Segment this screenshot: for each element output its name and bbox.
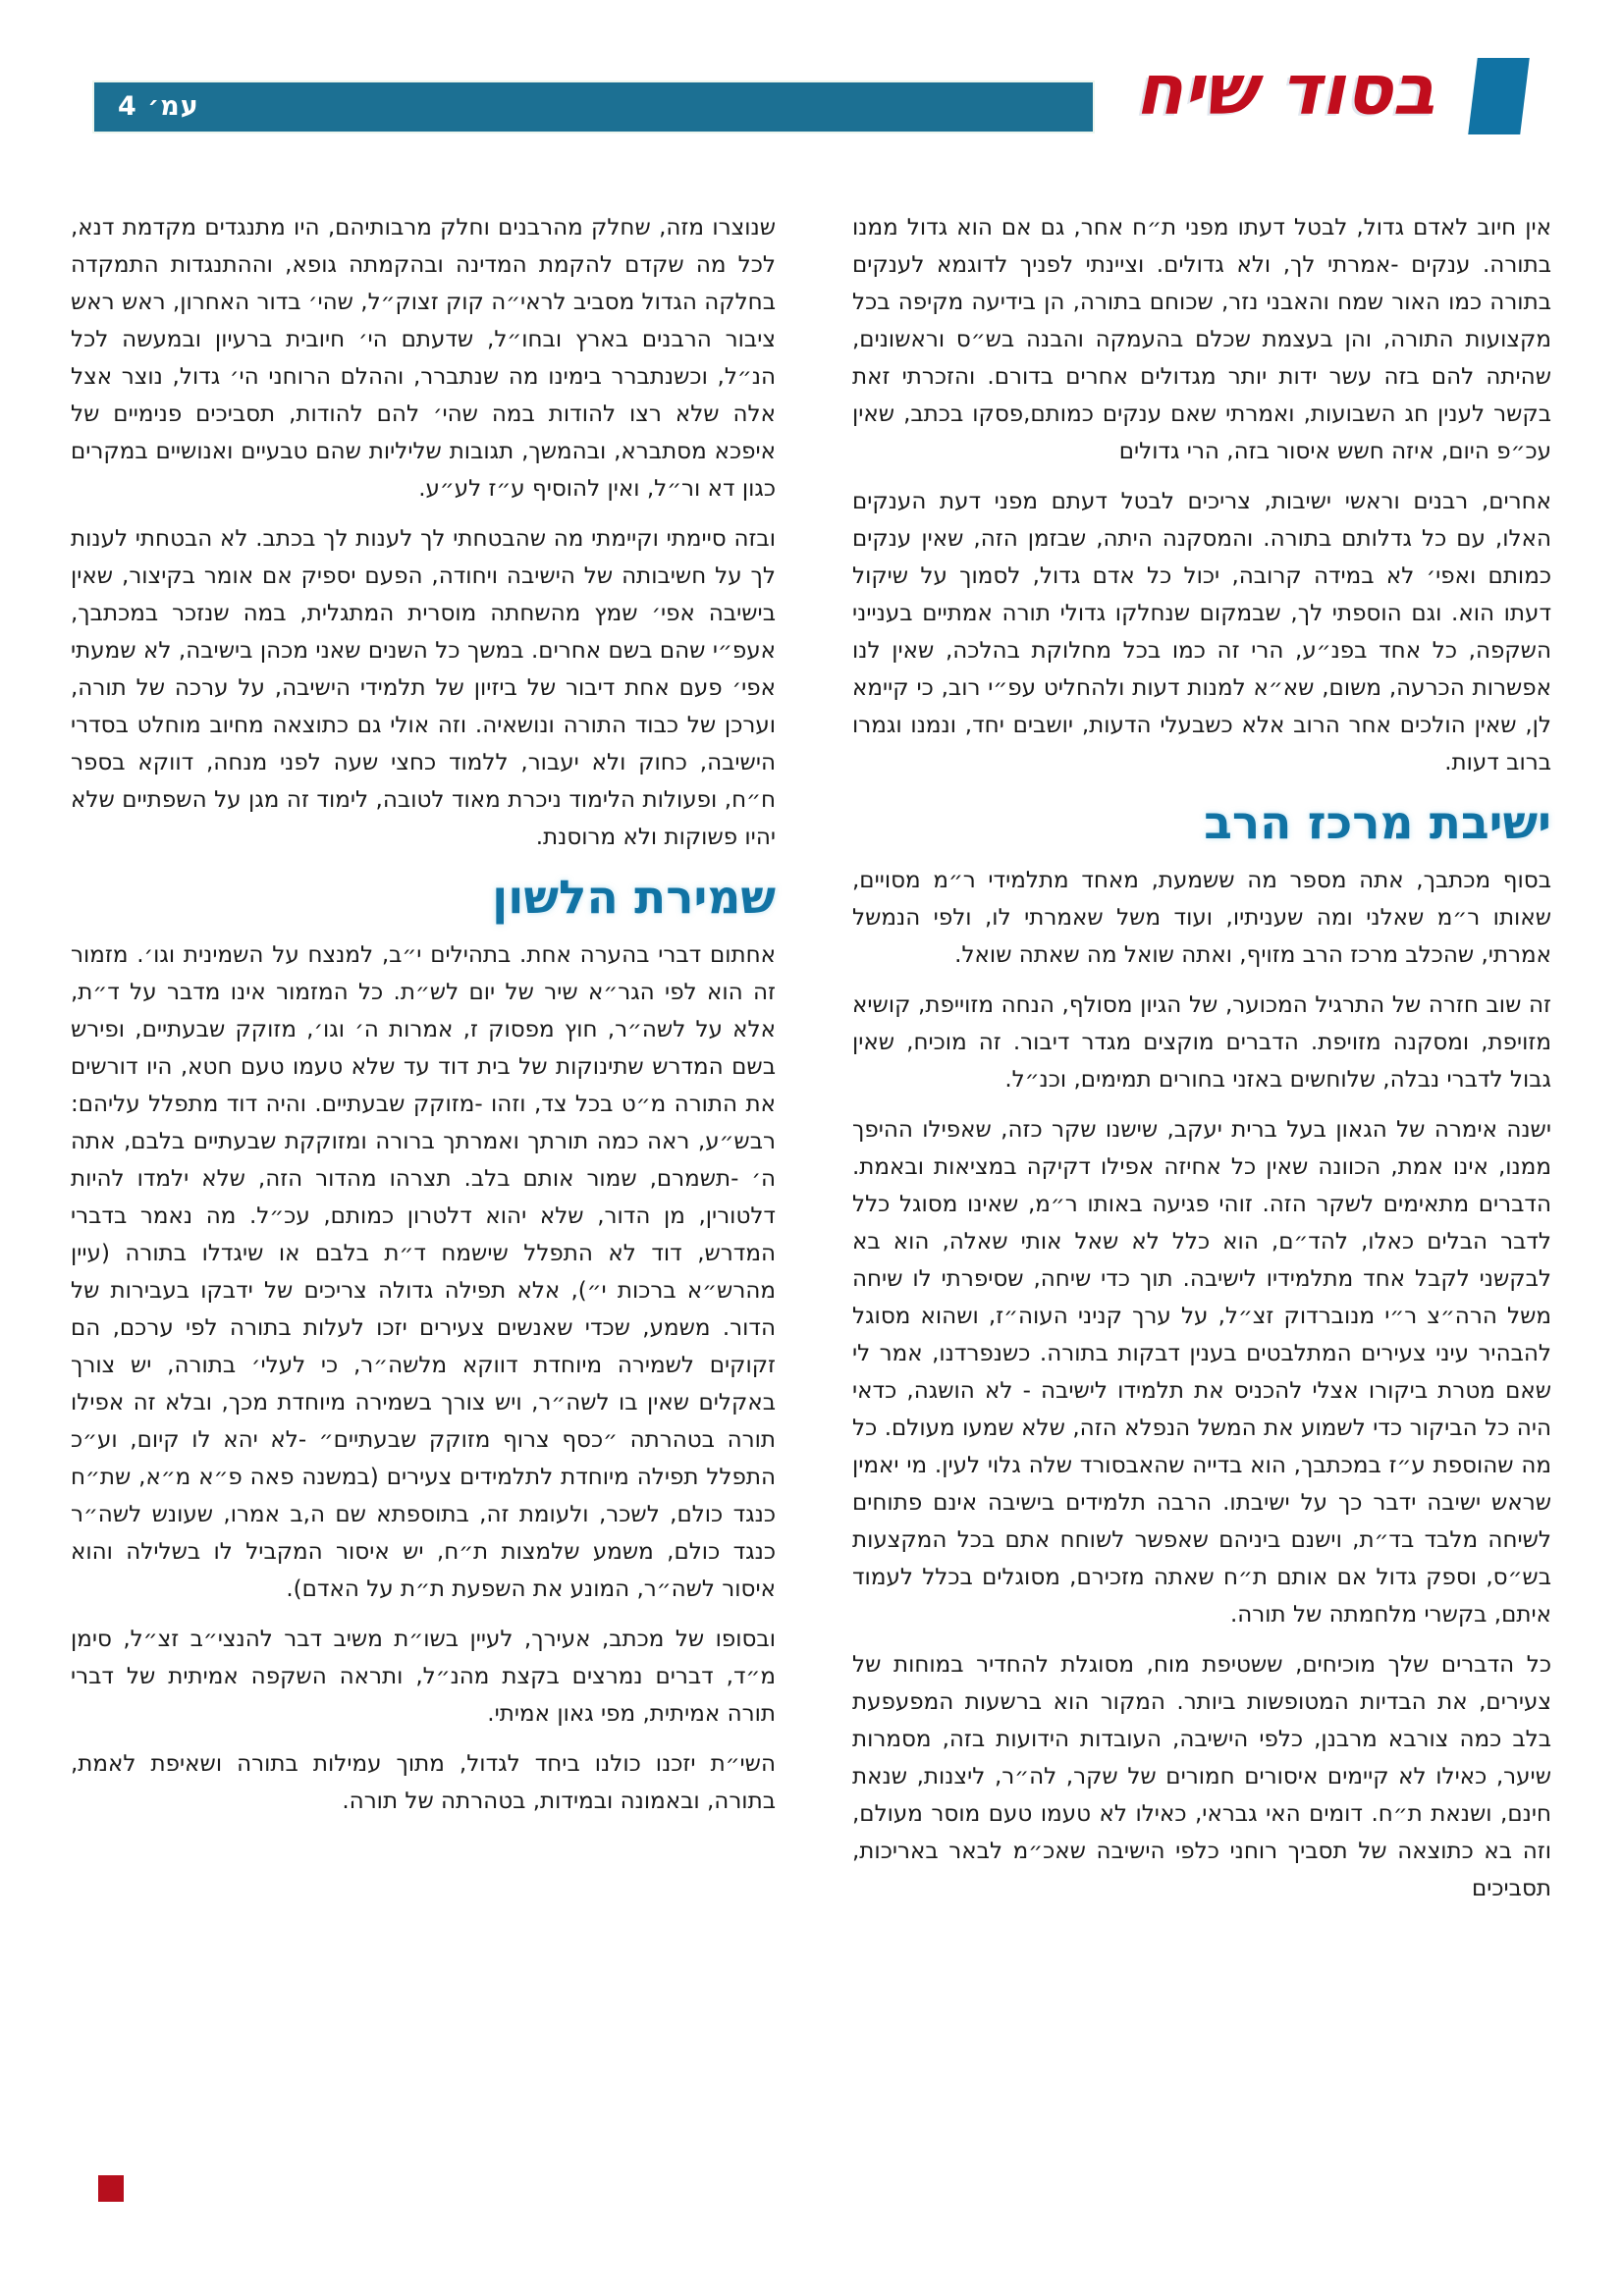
paragraph: אחתום דברי בהערה אחת. בתהילים י״ב, למנצח על השמינית וגו׳. מזמור זה הוא לפי הגר״א שיר של יום לש״ת. כל המזמור אינו מדבר על ד״ת, אלא על לשה״ר, חוץ מפסוק ז, אמרות ה׳ וגו׳, מזוקק שבעתיים, ופירש בשם המדרש שתינוקות של בית דוד עד שלא טעמו טעם חטא, היו דורשים את התורה מ״ט בכל צד, וזהו -מזוקק שבעתיים. והיה דוד מתפלל עליהם: רבש״ע, ראה כמה תורתך ואמרתך ברורה ומזוקקת שבעתיים בלבם, אתה ה׳ -תשמרם, שמור אותם בלב. תצרהו מהדור הזה, שלא ילמדו להיות דלטורין, מן הדור, שלא יהוא דלטרון כמותם, עכ״ל. מה נאמר בדברי המדרש, דוד לא התפלל שישמח ד״ת בלבם או שיגדלו בתורה (עיין מהרש״א ברכות י״), אלא תפילה גדולה צריכים של ידבקו בעבירות של הדור. משמע, שכדי שאנשים צעירים יזכו לעלות בתורה לפי ערכם, הם זקוקים לשמירה מיוחדת דווקא מלשה״ר, כי לעלי׳ בתורה, יש צורך באקלים שאין בו לשה״ר, ויש צורך בשמירה מיוחדת מכך, ובלא זה אפילו תורה בטהרתה ״כסף צרוף מזוקק שבעתיים״ -לא יהא לו קיום, וע״כ התפלל תפילה מיוחדת לתלמידים צעירים (במשנה פאה פ״א מ״א, שת״ח כנגד כולם, לשכר, ולעומת זה, בתוספתא שם ה,ב אמרו, שעונש לשה״ר כנגד כולם, משמע שלמצות ת״ח, יש איסור המקביל לו בשלילה והוא איסור לשה״ר, המונע את השפעת ת״ת על האדם). xyxy=(71,942,776,1603)
header-band xyxy=(94,82,1093,132)
paragraph: כל הדברים שלך מוכיחים, ששטיפת מוח, מסוגלת להחדיר במוחות של צעירים, את הבדיות המטופשות ביותר. המקור הוא ברשעות המפעפעת בלב כמה צורבא מרבנן, כלפי הישיבה, העובדות הידועות בזה, מסמרות שיער, כאילו לא קיימים איסורים חמורים של שקר, לה״ר, ליצנות, שנאת חינם, ושנאת ת״ח. דומים האי גבראי, כאילו לא טעמו טעם מוסר מעולם, וזה בא כתוצאה של תסביך רוחני כלפי הישיבה שאכ״מ לבאר באריכות, תסביכים xyxy=(852,1652,1551,1902)
right-column xyxy=(852,209,1551,1920)
masthead-title: בסוד שיח xyxy=(1135,49,1435,131)
paragraph: אחרים, רבנים וראשי ישיבות, צריכים לבטל דעתם מפני דעת הענקים האלו, עם כל גדלותם בתורה. והמסקנה היתה, שבזמן הזה, שאין ענקים כמותם ואפי׳ לא במידה קרובה, יכול כל אדם גדול, לסמוך על שיקול דעתו הוא. וגם הוספתי לך, שבמקום שנחלקו גדולי תורה אמתיים בענייני השקפה, כל אחד בפנ״ע, הרי זה כמו בכל מחלוקת בהלכה, שאין לנו אפשרות הכרעה, משום, שא״א למנות דעות ולהחליט עפ״י רוב, כי קיימא לן, שאין הולכים אחר הרוב אלא כשבעלי הדעות, יושבים יחד, ונמנו וגמרו ברוב דעות. xyxy=(852,489,1551,775)
paragraph: ובסופו של מכתב, אעירך, לעיין בשו״ת משיב דבר להנצי״ב זצ״ל, סימן מ״ד, דברים נמרצים בקצת מהנ״ל, ותראה השקפה אמיתית של דברי תורה אמיתית, מפי גאון אמיתי. xyxy=(71,1627,776,1728)
paragraph: ובזה סיימתי וקיימתי מה שהבטחתי לך לענות לך בכתב. לא הבטחתי לענות לך על חשיבותה של הישיבה ויחודה, הפעם יספיק אם אומר בקיצור, שאין בישיבה אפי׳ שמץ מהשחתה מוסרית המתגלית, במה שנזכר במכתבך, אעפ״י שהם בשם אחרים. במשך כל השנים שאני מכהן בישיבה, לא שמעתי אפי׳ פעם אחת דיבור של ביזיון של תלמידי הישיבה, על ערכה של תורה, וערכן של כבוד התורה ונושאיה. וזה אולי גם כתוצאה מחיוב מוחלט בסדרי הישיבה, כחוק ולא יעבור, ללמוד כחצי שעה לפני מנחה, דווקא בספר ח״ח, ופעולות הלימוד ניכרת מאוד לטובה, לימוד זה מגן על השפתיים שלא יהיו פשוקות ולא מרוסנת. xyxy=(71,526,776,850)
end-of-article-marker xyxy=(98,2175,124,2202)
left-column xyxy=(71,209,776,1833)
section-heading-merkaz-harav: ישיבת מרכז הרב xyxy=(1204,796,1551,850)
page-number-label: עמ׳ 4 xyxy=(118,91,199,122)
paragraph: זה שוב חזרה של התרגיל המכוער, של הגיון מסולף, הנחה מזוייפת, קושיא מזויפת, ומסקנה מזויפת. הדברים מוקצים מגדר דיבור. זה מוכיח, שאין גבול לדברי נבלה, שלוחשים באזני בחורים תמימים, וכנ״ל. xyxy=(852,992,1551,1094)
masthead-corner-square xyxy=(1468,58,1530,134)
paragraph: אין חיוב לאדם גדול, לבטל דעתו מפני ת״ח אחר, גם אם הוא גדול ממנו בתורה. ענקים -אמרתי לך, ולא גדולים. וציינתי לפניך לדוגמא לענקים בתורה כמו האור שמח והאבני נזר, שכוחם בתורה, הן בידיעה מקיפה בכל מקצועות התורה, והן בעצמת שכלם בהעמקה והבנה בש״ס וראשונים, שהיתה להם בזה עשר ידות יותר מגדולים אחרים בדורם. והזכרתי זאת בקשר לענין חג השבועות, ואמרתי שאם ענקים כמותם,פסקו בכתב, שאין עכ״פ היום, איזה חשש איסור בזה, הרי גדולים xyxy=(852,215,1551,464)
section-heading-shmirat-halashon: שמירת הלשון xyxy=(492,871,776,925)
paragraph: בסוף מכתבך, אתה מספר מה ששמעת, מאחד מתלמידי ר״מ מסויים, שאותו ר״מ שאלני ומה שעניתיו, ועוד משל שאמרתי לו, ולפי הנמשל אמרתי, שהכלב מרכז הרב מזויף, ואתה שואל מה שאתה שואל. xyxy=(852,868,1551,969)
paragraph: ישנה אימרה של הגאון בעל ברית יעקב, שישנו שקר כזה, שאפילו ההיפך ממנו, אינו אמת, הכוונה שאין כל אחיזה אפילו דקיקה במציאות ובאמת. הדברים מתאימים לשקר הזה. זוהי פגיעה באותו ר״מ, שאינו מסוגל כלל לדבר הבלים כאלו, להד״ם, הוא כלל לא שאל אותי שאלה, הוא בא לבקשני לקבל אחד מתלמידיו לישיבה. תוך כדי שיחה, שסיפרתי לו שיחה משל הרה״צ ר״י מנוברדוק זצ״ל, על ערך קניני העוה״ז, ושהוא מסוגל להבהיר עיני צעירים המתלבטים בענין דבקות בתורה. כשנפרדנו, אמר לי שאם מטרת ביקורו אצלי להכניס את תלמידו לישיבה - לא הושגה, כדאי היה כל הביקור כדי לשמוע את המשל הנפלא הזה, שלא שמעו מעולם. כל מה שהוספת ע״ז במכתבך, הוא בדייה שהאבסורד שלה גלוי לעין. מי יאמין שראש ישיבה ידבר כך על ישיבתו. הרבה תלמידים בישיבה אינם פתוחים לשיחה מלבד בד״ת, וישנם ביניהם שאפשר לשוחח אתם בכל המקצעות בש״ס, וספק גדול אם אותם ת״ח שאתה מזכירם, מסוגלים בכלל לעמוד איתם, בקשרי מלחמתה של תורה. xyxy=(852,1117,1551,1629)
paragraph: השי״ת יזכנו כולנו ביחד לגדול, מתוך עמילות בתורה ושאיפת לאמת, בתורה, ובאמונה ובמידות, בטהרתה של תורה. xyxy=(71,1751,776,1815)
paragraph: שנוצרו מזה, שחלק מהרבנים וחלק מרבותיהם, היו מתנגדים מקדמת דנא, לכל מה שקדם להקמת המדינה ובהקמתה גופא, וההתנגדות התמקדה בחלקה הגדול מסביב לראי״ה קוק זצוק״ל, שהי׳ בדור האחרון, ראש ראש ציבור הרבנים בארץ ובחו״ל, שדעתם הי׳ חיובית ברעיון ובמעשה לכל הנ״ל, וכשנתברר בימינו מה שנתברר, וההלם הרוחני הי׳ גדול, נוצר אצל אלה שלא רצו להודות במה שהי׳ להם להודות, תסביכים פנימיים של איפכא מסתברא, ובהמשך, תגובות שליליות שהם טבעיים ואנושיים במקרים כגון דא ור״ל, ואין להוסיף ע״ז לע״ע. xyxy=(71,215,776,502)
